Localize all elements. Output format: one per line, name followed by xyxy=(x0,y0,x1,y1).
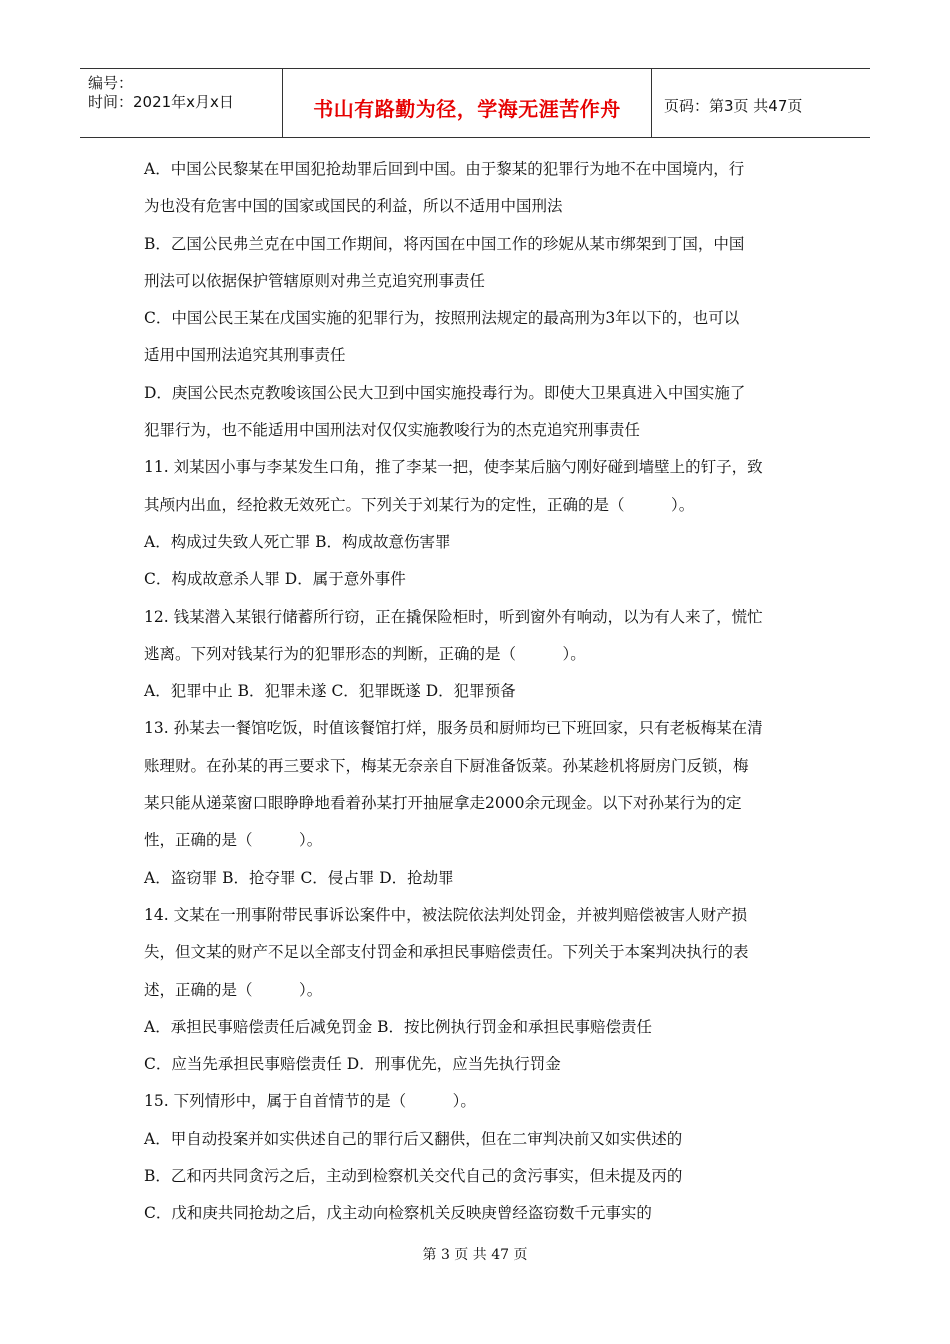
header-motto-cell xyxy=(283,69,652,137)
question-13: 13. 孙某去一餐馆吃饭，时值该餐馆打烊，服务员和厨师均已下班回家，只有老板梅某在清 xyxy=(144,719,763,738)
header-info-cell xyxy=(80,69,283,137)
question-12: 12. 钱某潜入某银行储蓄所行窃，正在撬保险柜时，听到窗外有响动，以为有人来了，慌忙 xyxy=(144,607,763,626)
text-line: C．中国公民王某在戊国实施的犯罪行为，按照刑法规定的最高刑为3年以下的，也可以 xyxy=(144,309,740,328)
text-line: A．中国公民黎某在甲国犯抢劫罪后回到中国。由于黎某的犯罪行为地不在中国境内，行 xyxy=(144,160,745,178)
answer-option-a: A．甲自动投案并如实供述自己的罪行后又翻供，但在二审判决前又如实供述的 xyxy=(144,1129,683,1148)
text-line: 性，正确的是（ ）。 xyxy=(144,831,323,850)
text-line: 其颅内出血，经抢救无效死亡。下列关于刘某行为的定性，正确的是（ ）。 xyxy=(144,495,695,514)
text-line: 犯罪行为，也不能适用中国刑法对仅仅实施教唆行为的杰克追究刑事责任 xyxy=(144,421,641,440)
text-line: 账理财。在孙某的再三要求下，梅某无奈亲自下厨准备饭菜。孙某趁机将厨房门反锁，梅 xyxy=(144,756,749,775)
text-line: 为也没有危害中国的国家或国民的利益，所以不适用中国刑法 xyxy=(144,197,563,216)
page-footer: 第 3 页 共 47 页 xyxy=(422,1247,528,1263)
page-indicator: 页码：第3页 共47页 xyxy=(664,97,803,115)
document-body xyxy=(144,155,812,1237)
answer-option-b: B．乙和丙共同贪污之后，主动到检察机关交代自己的贪污事实，但未提及丙的 xyxy=(144,1167,683,1186)
text-line: 失，但文某的财产不足以全部支付罚金和承担民事赔偿责任。下列关于本案判决执行的表 xyxy=(144,943,749,962)
text-line: 逃离。下列对钱某行为的犯罪形态的判断，正确的是（ ）。 xyxy=(144,644,586,663)
answer-options: C．应当先承担民事赔偿责任 D．刑事优先，应当先执行罚金 xyxy=(144,1055,561,1074)
answer-option-c: C．戊和庚共同抢劫之后，戊主动向检察机关反映庚曾经盗窃数千元事实的 xyxy=(144,1204,652,1223)
text-line: 刑法可以依据保护管辖原则对弗兰克追究刑事责任 xyxy=(144,271,486,290)
motto: 书山有路勤为径，学海无涯苦作舟 xyxy=(313,97,621,121)
text-line: 某只能从递菜窗口眼睁睁地看着孙某打开抽屉拿走2000余元现金。以下对孙某行为的定 xyxy=(144,794,742,813)
answer-options: A．构成过失致人死亡罪 B．构成故意伤害罪 xyxy=(144,532,451,551)
number-label: 编号： xyxy=(88,74,134,92)
text-line: 述，正确的是（ ）。 xyxy=(144,980,323,999)
answer-options: A．承担民事赔偿责任后减免罚金 B．按比例执行罚金和承担民事赔偿责任 xyxy=(144,1017,653,1036)
text-line: B．乙国公民弗兰克在中国工作期间，将丙国在中国工作的珍妮从某市绑架到丁国，中国 xyxy=(144,234,745,253)
question-15: 15. 下列情形中，属于自首情节的是（ ）。 xyxy=(144,1092,476,1111)
time-label: 时间：2021年x月x日 xyxy=(88,93,234,111)
question-14: 14. 文某在一刑事附带民事诉讼案件中，被法院依法判处罚金，并被判赔偿被害人财产损 xyxy=(144,905,748,924)
answer-options: A．犯罪中止 B．犯罪未遂 C．犯罪既遂 D．犯罪预备 xyxy=(144,682,516,701)
question-11: 11. 刘某因小事与李某发生口角，推了李某一把，使李某后脑勺刚好碰到墙壁上的钉子，致 xyxy=(144,458,763,477)
page-header xyxy=(80,68,870,138)
header-page-cell xyxy=(652,69,870,137)
answer-options: C．构成故意杀人罪 D．属于意外事件 xyxy=(144,570,406,589)
answer-options: A．盗窃罪 B．抢夺罪 C．侵占罪 D．抢劫罪 xyxy=(144,868,454,887)
text-line: D．庚国公民杰克教唆该国公民大卫到中国实施投毒行为。即使大卫果真进入中国实施了 xyxy=(144,383,746,402)
text-line: 适用中国刑法追究其刑事责任 xyxy=(144,346,346,365)
